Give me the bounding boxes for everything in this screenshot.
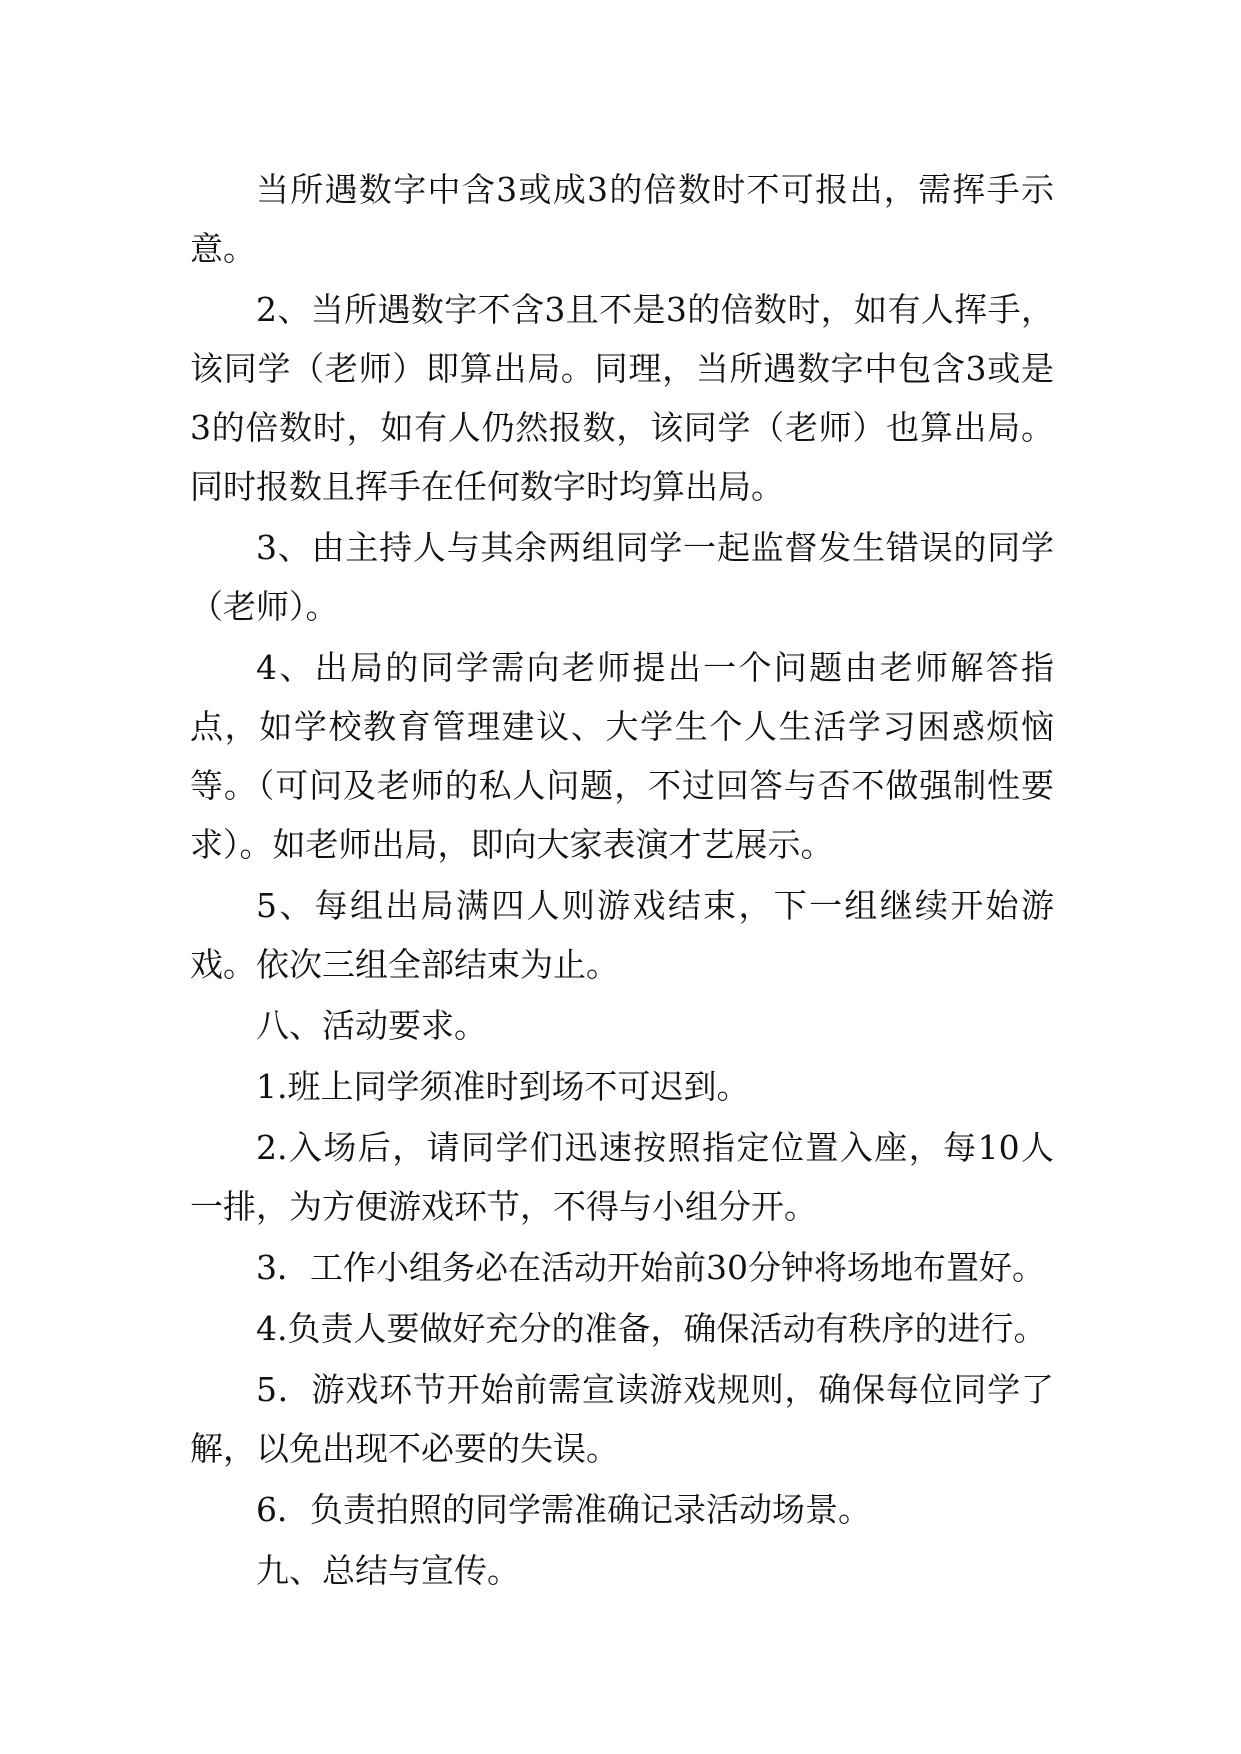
paragraph-rule-4: 4、出局的同学需向老师提出一个问题由老师解答指点，如学校教育管理建议、大学生个人生活学习困惑烦恼等。（可问及老师的私人问题，不过回答与否不做强制性要求）。如老师出局，即向大家表演才艺展示。 [190,648,1054,864]
paragraph-rule-2: 2、当所遇数字不含3且不是3的倍数时，如有人挥手，该同学（老师）即算出局。同理，当所遇数字中包含3或是3的倍数时，如有人仍然报数，该同学（老师）也算出局。同时报数且挥手在任何数字时均算出局。 [190,290,1054,506]
paragraph-rule-3: 3、由主持人与其余两组同学一起监督发生错误的同学（老师）。 [190,528,1054,626]
paragraph-requirement-5: 5．游戏环节开始前需宣读游戏规则，确保每位同学了解，以免出现不必要的失误。 [190,1370,1054,1468]
section-heading-summary-publicity: 九、总结与宣传。 [256,1551,520,1590]
paragraph-requirement-1: 1.班上同学须准时到场不可迟到。 [256,1067,750,1106]
paragraph-rule-continuation: 当所遇数字中含3或成3的倍数时不可报出，需挥手示意。 [190,170,1054,268]
page-body [190,160,1054,1602]
paragraph-rule-5: 5、每组出局满四人则游戏结束，下一组继续开始游戏。依次三组全部结束为止。 [190,886,1054,984]
paragraph-requirement-4: 4.负责人要做好充分的准备，确保活动有秩序的进行。 [256,1309,1047,1348]
section-heading-activity-requirements: 八、活动要求。 [256,1006,487,1045]
paragraph-requirement-6: 6．负责拍照的同学需准确记录活动场景。 [256,1490,871,1529]
paragraph-requirement-3: 3．工作小组务必在活动开始前30分钟将场地布置好。 [256,1248,1045,1287]
paragraph-requirement-2: 2.入场后，请同学们迅速按照指定位置入座，每10人一排，为方便游戏环节，不得与小组分开。 [190,1128,1054,1226]
